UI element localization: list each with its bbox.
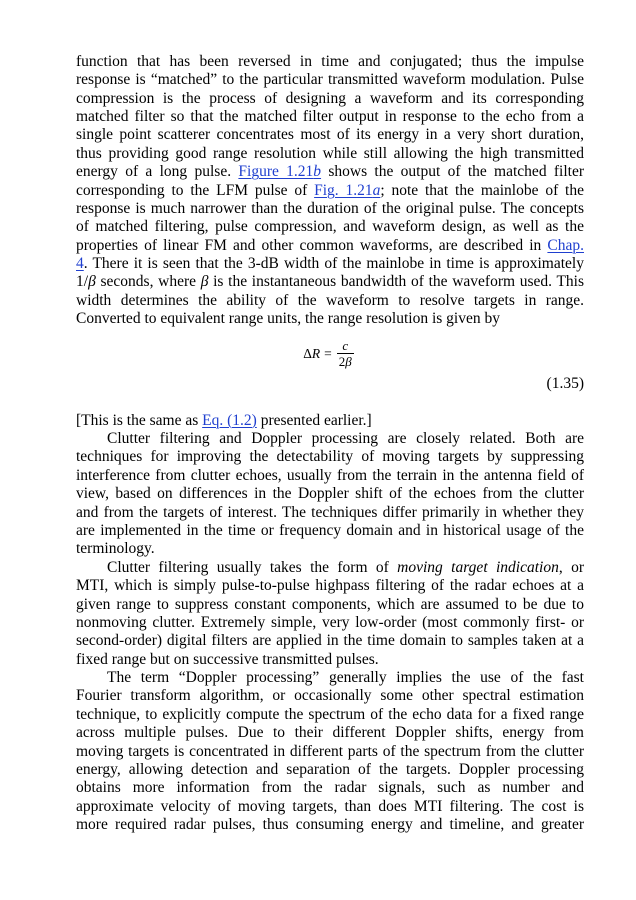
text-line: response is “matched” to the particular transmitted waveform modulation. Pulse: [76, 71, 584, 89]
text-line: [76, 412, 584, 430]
paragraph-clutter-doppler: [76, 430, 584, 559]
text-run: seconds, where: [95, 273, 201, 291]
fraction-numerator: [340, 339, 350, 353]
equation-1-35: [76, 333, 584, 375]
text-line: response is much narrower than the duration of the original pulse. The concepts: [76, 199, 584, 217]
paragraph-after-equation: [76, 412, 584, 430]
text-run: energy of a long pulse.: [76, 163, 239, 181]
chap-4-link-part-1[interactable]: Chap.: [547, 236, 584, 254]
text-line: terminology.: [76, 540, 155, 558]
text-line: Converted to equivalent range units, the range resolution is given by: [76, 310, 500, 328]
text-line: function that has been reversed in time and conjugated; thus the impulse: [76, 52, 584, 70]
text-line: [76, 237, 584, 255]
text-line: nonmoving clutter. Extremely simple, very low-order (most commonly first- or: [76, 613, 584, 631]
text-line: energy, allowing detection and separation of the targets. Doppler processing: [76, 761, 584, 779]
italic-term: moving target indication: [397, 558, 559, 576]
text-run: shows the output of the matched filter: [321, 163, 584, 181]
text-run: ; note that the mainlobe of the: [380, 181, 584, 199]
paragraph-mti: [76, 559, 584, 669]
text-line: single point scatterer concentrates most of its energy in a very short duration,: [76, 126, 584, 144]
text-line: techniques for improving the detectability of moving targets by suppressing: [76, 448, 584, 466]
text-line: of matched filtering, pulse compression, and waveform design, as well as the: [76, 218, 584, 236]
text-line: obtains more information from the radar signals, such as number and: [76, 779, 584, 797]
text-run: [This is the same as: [76, 411, 203, 429]
beta-symbol: β: [345, 353, 352, 369]
text-line: approximate velocity of moving targets, than does MTI filtering. The cost is: [76, 797, 584, 815]
denominator-coefficient: 2: [338, 353, 346, 369]
link-text[interactable]: Figure 1.21: [238, 163, 314, 181]
text-run: , or: [558, 558, 584, 576]
text-line: Clutter filtering and Doppler processing are closely related. Both are: [107, 430, 584, 448]
equals-sign: =: [324, 345, 332, 361]
text-run: . There it is seen that the 3-dB width of the mainlobe in time is approximately: [83, 255, 584, 273]
subfigure-letter[interactable]: b: [313, 163, 322, 181]
text-line: are implemented in the time or frequency domain and in historical usage of the: [76, 521, 584, 539]
text-column: [76, 53, 584, 835]
text-run: Clutter filtering usually takes the form of: [107, 558, 398, 576]
speed-of-light-symbol: c: [342, 337, 349, 353]
text-line: [76, 255, 584, 273]
beta-symbol: β: [88, 273, 96, 291]
text-line: moving targets is concentrated in different parts of the spectrum from the clutter: [76, 742, 584, 760]
fraction: [337, 339, 354, 369]
text-line: and from the targets of interest. The techniques differ primarily in whether they: [76, 503, 584, 521]
text-line: Fourier transform algorithm, or occasionally some other spectral estimation: [76, 687, 584, 705]
eq-1-2-link[interactable]: Eq. (1.2): [202, 411, 257, 429]
equation-number: (1.35): [546, 374, 584, 392]
equation-lhs: [303, 347, 336, 361]
text-line: compression is the process of designing a waveform and its corresponding: [76, 89, 584, 107]
text-line: matched filter so that the matched filter output in response to the echo from a: [76, 107, 584, 125]
text-line: The term “Doppler processing” generally implies the use of the fast: [107, 669, 584, 687]
text-line: [76, 182, 584, 200]
text-line: technique, to explicitly compute the spectrum of the echo data for a fixed range: [76, 705, 584, 723]
text-line: interference from clutter echoes, usually from the terrain in the antenna field of: [76, 466, 584, 484]
text-line: [76, 559, 584, 577]
text-line: MTI, which is simply pulse-to-pulse highpass filtering of the radar echoes at a: [76, 577, 584, 595]
fraction-denominator: [337, 355, 354, 369]
beta-symbol: β: [200, 273, 209, 291]
text-run: properties of linear FM and other common waveforms, are described in: [76, 236, 548, 254]
fig-1-21a-link[interactable]: [314, 182, 380, 199]
text-line: given range to suppress constant components, which are assumed to be due to: [76, 595, 584, 613]
text-run: 1/: [76, 273, 89, 291]
range-variable: R: [311, 345, 321, 361]
equation-spacing: [76, 393, 584, 411]
figure-1-21b-link[interactable]: [238, 163, 321, 180]
text-line: [76, 273, 584, 291]
text-line: fixed range but on successive transmitted pulses.: [76, 650, 379, 668]
paragraph-pulse-compression: [76, 53, 584, 329]
text-run: is the instantaneous bandwidth of the waveform used. This: [208, 273, 584, 291]
delta-symbol: Δ: [303, 345, 312, 361]
chap-4-link-part-2[interactable]: 4: [76, 255, 84, 273]
text-line: width determines the ability of the waveform to resolve targets in range.: [76, 291, 584, 309]
text-line: second-order) digital filters are applied in the time domain to samples taken at a: [76, 632, 584, 650]
subfigure-letter[interactable]: a: [372, 181, 381, 199]
text-line: more required radar pulses, thus consuming energy and timeline, and greater: [76, 816, 584, 834]
link-text[interactable]: Fig. 1.21: [314, 181, 373, 199]
paragraph-doppler-processing: [76, 669, 584, 835]
text-line: view, based on differences in the Doppler shift of the echoes from the clutter: [76, 485, 584, 503]
text-line: across multiple pulses. Due to their different Doppler shifts, energy from: [76, 724, 584, 742]
text-line: [76, 163, 584, 181]
text-line: thus providing good range resolution while still allowing the high transmitted: [76, 144, 584, 162]
text-run: corresponding to the LFM pulse of: [76, 181, 315, 199]
text-run: presented earlier.]: [256, 411, 372, 429]
